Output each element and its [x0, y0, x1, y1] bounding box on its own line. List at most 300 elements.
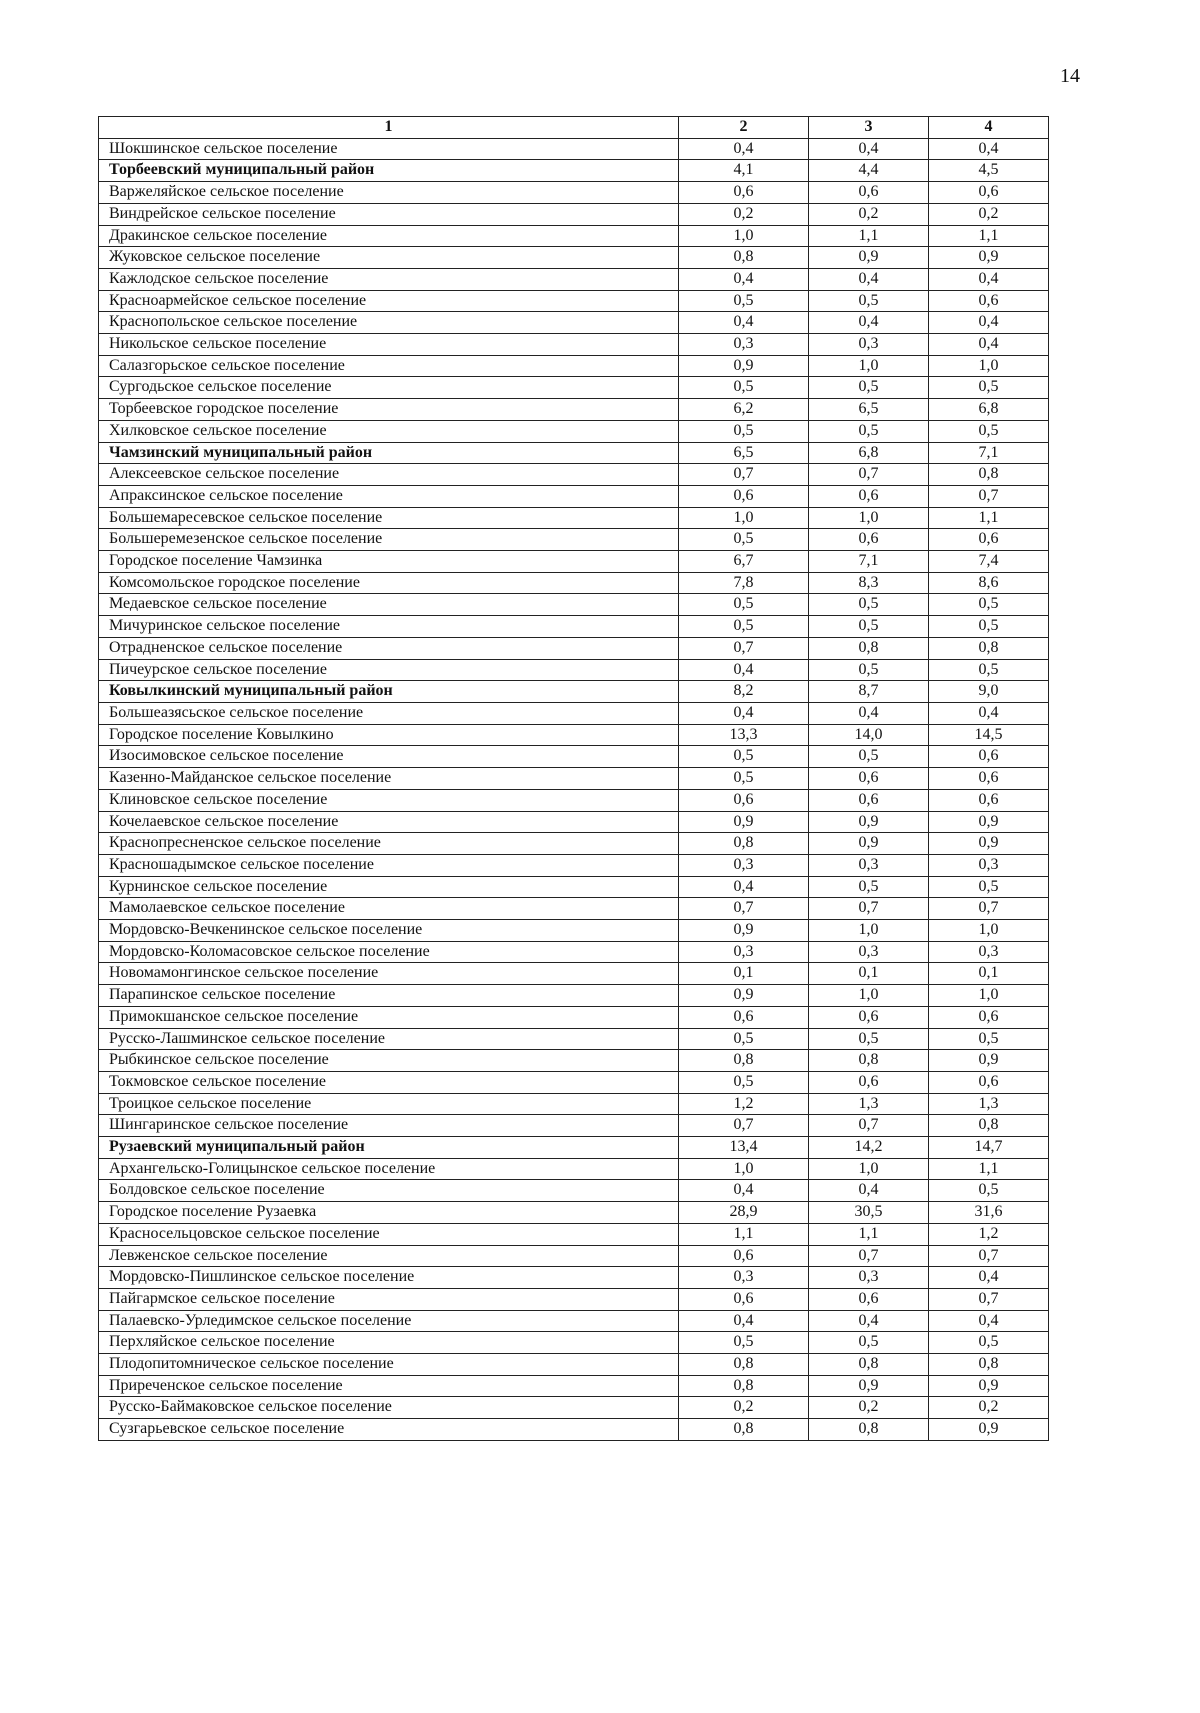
settlement-name-cell: Краснопресненское сельское поселение	[99, 833, 679, 855]
table-row	[99, 985, 1049, 1007]
value-col-3-cell: 0,4	[809, 702, 929, 724]
value-col-2-cell: 28,9	[679, 1202, 809, 1224]
settlement-name-cell: Рыбкинское сельское поселение	[99, 1050, 679, 1072]
table-row	[99, 1071, 1049, 1093]
settlement-name-cell: Красносельцовское сельское поселение	[99, 1223, 679, 1245]
value-col-2-cell: 0,4	[679, 268, 809, 290]
value-col-4-cell: 0,6	[929, 529, 1049, 551]
value-col-3-cell: 0,7	[809, 1245, 929, 1267]
value-col-4-cell: 0,6	[929, 182, 1049, 204]
value-col-3-cell: 0,6	[809, 789, 929, 811]
value-col-2-cell: 1,2	[679, 1093, 809, 1115]
value-col-3-cell: 0,6	[809, 182, 929, 204]
value-col-4-cell: 0,7	[929, 485, 1049, 507]
table-row	[99, 1115, 1049, 1137]
table-row	[99, 182, 1049, 204]
table-row	[99, 1245, 1049, 1267]
page-number: 14	[1060, 65, 1080, 87]
settlement-name-cell: Краснопольское сельское поселение	[99, 312, 679, 334]
settlement-name-cell: Ковылкинский муниципальный район	[99, 681, 679, 703]
settlement-name-cell: Сузгарьевское сельское поселение	[99, 1419, 679, 1441]
value-col-4-cell: 0,6	[929, 789, 1049, 811]
value-col-2-cell: 0,8	[679, 1419, 809, 1441]
value-col-4-cell: 0,3	[929, 854, 1049, 876]
value-col-3-cell: 0,4	[809, 312, 929, 334]
settlement-name-cell: Медаевское сельское поселение	[99, 594, 679, 616]
value-col-2-cell: 0,6	[679, 789, 809, 811]
table-row	[99, 1354, 1049, 1376]
value-col-4-cell: 0,5	[929, 594, 1049, 616]
value-col-4-cell: 0,9	[929, 811, 1049, 833]
value-col-3-cell: 6,5	[809, 399, 929, 421]
value-col-4-cell: 0,5	[929, 876, 1049, 898]
value-col-2-cell: 0,3	[679, 854, 809, 876]
value-col-4-cell: 0,4	[929, 702, 1049, 724]
value-col-4-cell: 0,7	[929, 1288, 1049, 1310]
settlement-name-cell: Болдовское сельское поселение	[99, 1180, 679, 1202]
value-col-3-cell: 1,0	[809, 1158, 929, 1180]
value-col-4-cell: 14,5	[929, 724, 1049, 746]
table-row	[99, 572, 1049, 594]
settlement-name-cell: Большеазясьское сельское поселение	[99, 702, 679, 724]
value-col-4-cell: 0,9	[929, 247, 1049, 269]
table-row	[99, 1397, 1049, 1419]
column-header-3: 3	[809, 117, 929, 139]
column-header-4: 4	[929, 117, 1049, 139]
district-row	[99, 442, 1049, 464]
value-col-4-cell: 0,6	[929, 768, 1049, 790]
settlement-name-cell: Мичуринское сельское поселение	[99, 616, 679, 638]
value-col-2-cell: 0,7	[679, 898, 809, 920]
value-col-2-cell: 7,8	[679, 572, 809, 594]
value-col-3-cell: 0,6	[809, 1006, 929, 1028]
settlement-name-cell: Палаевско-Урледимское сельское поселение	[99, 1310, 679, 1332]
value-col-2-cell: 0,7	[679, 1115, 809, 1137]
value-col-3-cell: 0,6	[809, 485, 929, 507]
value-col-3-cell: 4,4	[809, 160, 929, 182]
settlement-name-cell: Русско-Баймаковское сельское поселение	[99, 1397, 679, 1419]
value-col-4-cell: 0,9	[929, 1375, 1049, 1397]
district-row	[99, 160, 1049, 182]
table-row	[99, 768, 1049, 790]
data-table	[98, 116, 1049, 1441]
value-col-3-cell: 0,9	[809, 247, 929, 269]
settlement-name-cell: Рузаевский муниципальный район	[99, 1137, 679, 1159]
value-col-2-cell: 13,4	[679, 1137, 809, 1159]
table-row	[99, 529, 1049, 551]
value-col-3-cell: 0,6	[809, 1288, 929, 1310]
value-col-3-cell: 0,5	[809, 746, 929, 768]
value-col-2-cell: 0,2	[679, 1397, 809, 1419]
value-col-4-cell: 8,6	[929, 572, 1049, 594]
value-col-2-cell: 0,9	[679, 985, 809, 1007]
value-col-2-cell: 1,1	[679, 1223, 809, 1245]
value-col-3-cell: 7,1	[809, 551, 929, 573]
value-col-4-cell: 0,8	[929, 637, 1049, 659]
settlement-name-cell: Никольское сельское поселение	[99, 334, 679, 356]
value-col-2-cell: 0,6	[679, 182, 809, 204]
table-row	[99, 616, 1049, 638]
table-row	[99, 312, 1049, 334]
settlement-name-cell: Мордовско-Пишлинское сельское поселение	[99, 1267, 679, 1289]
value-col-3-cell: 0,5	[809, 1332, 929, 1354]
value-col-4-cell: 0,4	[929, 138, 1049, 160]
value-col-3-cell: 0,2	[809, 203, 929, 225]
settlement-name-cell: Апраксинское сельское поселение	[99, 485, 679, 507]
value-col-3-cell: 0,3	[809, 1267, 929, 1289]
value-col-3-cell: 1,3	[809, 1093, 929, 1115]
settlement-name-cell: Торбеевский муниципальный район	[99, 160, 679, 182]
value-col-3-cell: 0,6	[809, 1071, 929, 1093]
value-col-4-cell: 0,6	[929, 290, 1049, 312]
value-col-2-cell: 0,3	[679, 334, 809, 356]
value-col-3-cell: 0,3	[809, 334, 929, 356]
value-col-4-cell: 1,0	[929, 920, 1049, 942]
value-col-3-cell: 0,9	[809, 833, 929, 855]
table-row	[99, 920, 1049, 942]
value-col-3-cell: 1,1	[809, 1223, 929, 1245]
value-col-2-cell: 8,2	[679, 681, 809, 703]
value-col-4-cell: 0,5	[929, 420, 1049, 442]
table-row	[99, 138, 1049, 160]
value-col-2-cell: 0,4	[679, 659, 809, 681]
column-header-1: 1	[99, 117, 679, 139]
value-col-2-cell: 4,1	[679, 160, 809, 182]
value-col-4-cell: 0,3	[929, 941, 1049, 963]
settlement-name-cell: Дракинское сельское поселение	[99, 225, 679, 247]
table-row	[99, 420, 1049, 442]
value-col-2-cell: 1,0	[679, 225, 809, 247]
value-col-4-cell: 0,2	[929, 1397, 1049, 1419]
settlement-name-cell: Шокшинское сельское поселение	[99, 138, 679, 160]
value-col-4-cell: 7,4	[929, 551, 1049, 573]
value-col-2-cell: 0,8	[679, 1354, 809, 1376]
settlement-name-cell: Городское поселение Чамзинка	[99, 551, 679, 573]
table-row	[99, 833, 1049, 855]
value-col-4-cell: 0,7	[929, 898, 1049, 920]
value-col-2-cell: 0,5	[679, 420, 809, 442]
value-col-3-cell: 0,7	[809, 898, 929, 920]
settlement-name-cell: Виндрейское сельское поселение	[99, 203, 679, 225]
table-row	[99, 203, 1049, 225]
table-row	[99, 247, 1049, 269]
table-row	[99, 551, 1049, 573]
value-col-4-cell: 4,5	[929, 160, 1049, 182]
table-row	[99, 898, 1049, 920]
value-col-3-cell: 0,7	[809, 1115, 929, 1137]
table-row	[99, 377, 1049, 399]
settlement-name-cell: Курнинское сельское поселение	[99, 876, 679, 898]
value-col-4-cell: 1,1	[929, 507, 1049, 529]
value-col-4-cell: 0,8	[929, 1115, 1049, 1137]
settlement-name-cell: Пайгармское сельское поселение	[99, 1288, 679, 1310]
value-col-4-cell: 0,9	[929, 1419, 1049, 1441]
settlement-name-cell: Шингаринское сельское поселение	[99, 1115, 679, 1137]
value-col-3-cell: 0,6	[809, 768, 929, 790]
value-col-4-cell: 0,5	[929, 1332, 1049, 1354]
settlement-name-cell: Мордовско-Вечкенинское сельское поселение	[99, 920, 679, 942]
value-col-4-cell: 0,4	[929, 1310, 1049, 1332]
value-col-4-cell: 0,9	[929, 833, 1049, 855]
value-col-3-cell: 0,8	[809, 637, 929, 659]
value-col-3-cell: 0,9	[809, 811, 929, 833]
value-col-3-cell: 1,0	[809, 507, 929, 529]
value-col-4-cell: 0,8	[929, 464, 1049, 486]
table-row	[99, 594, 1049, 616]
table-row	[99, 399, 1049, 421]
value-col-2-cell: 0,4	[679, 1180, 809, 1202]
value-col-3-cell: 0,4	[809, 138, 929, 160]
value-col-2-cell: 0,5	[679, 1332, 809, 1354]
value-col-3-cell: 1,0	[809, 920, 929, 942]
value-col-2-cell: 0,6	[679, 485, 809, 507]
settlement-name-cell: Салазгорьское сельское поселение	[99, 355, 679, 377]
value-col-3-cell: 1,0	[809, 355, 929, 377]
value-col-2-cell: 0,4	[679, 138, 809, 160]
value-col-3-cell: 0,4	[809, 268, 929, 290]
value-col-2-cell: 0,5	[679, 768, 809, 790]
value-col-3-cell: 0,4	[809, 1310, 929, 1332]
table-row	[99, 507, 1049, 529]
value-col-4-cell: 0,6	[929, 1006, 1049, 1028]
settlement-name-cell: Кочелаевское сельское поселение	[99, 811, 679, 833]
value-col-4-cell: 9,0	[929, 681, 1049, 703]
value-col-4-cell: 0,5	[929, 377, 1049, 399]
table-row	[99, 334, 1049, 356]
value-col-2-cell: 1,0	[679, 1158, 809, 1180]
value-col-4-cell: 1,2	[929, 1223, 1049, 1245]
settlement-name-cell: Мордовско-Коломасовское сельское поселение	[99, 941, 679, 963]
table-row	[99, 1202, 1049, 1224]
value-col-4-cell: 1,1	[929, 225, 1049, 247]
value-col-4-cell: 0,5	[929, 1028, 1049, 1050]
table-row	[99, 637, 1049, 659]
table-row	[99, 1332, 1049, 1354]
settlement-name-cell: Мамолаевское сельское поселение	[99, 898, 679, 920]
value-col-2-cell: 6,2	[679, 399, 809, 421]
value-col-2-cell: 0,5	[679, 290, 809, 312]
settlement-name-cell: Архангельско-Голицынское сельское поселение	[99, 1158, 679, 1180]
value-col-3-cell: 0,6	[809, 529, 929, 551]
value-col-2-cell: 0,4	[679, 876, 809, 898]
value-col-4-cell: 1,3	[929, 1093, 1049, 1115]
table-row	[99, 355, 1049, 377]
district-row	[99, 1137, 1049, 1159]
value-col-2-cell: 0,5	[679, 1028, 809, 1050]
value-col-3-cell: 14,2	[809, 1137, 929, 1159]
value-col-2-cell: 0,7	[679, 637, 809, 659]
settlement-name-cell: Торбеевское городское поселение	[99, 399, 679, 421]
table-row	[99, 1028, 1049, 1050]
table-row	[99, 485, 1049, 507]
table-row	[99, 1223, 1049, 1245]
value-col-4-cell: 0,6	[929, 1071, 1049, 1093]
table-row	[99, 1158, 1049, 1180]
value-col-3-cell: 0,5	[809, 594, 929, 616]
value-col-2-cell: 6,5	[679, 442, 809, 464]
settlement-name-cell: Клиновское сельское поселение	[99, 789, 679, 811]
value-col-4-cell: 0,4	[929, 312, 1049, 334]
settlement-name-cell: Парапинское сельское поселение	[99, 985, 679, 1007]
table-row	[99, 659, 1049, 681]
settlement-name-cell: Изосимовское сельское поселение	[99, 746, 679, 768]
settlement-name-cell: Городское поселение Рузаевка	[99, 1202, 679, 1224]
value-col-2-cell: 0,8	[679, 1050, 809, 1072]
table-row	[99, 1419, 1049, 1441]
value-col-3-cell: 0,5	[809, 616, 929, 638]
settlement-name-cell: Левженское сельское поселение	[99, 1245, 679, 1267]
settlement-name-cell: Варжеляйское сельское поселение	[99, 182, 679, 204]
settlement-name-cell: Казенно-Майданское сельское поселение	[99, 768, 679, 790]
value-col-3-cell: 0,3	[809, 941, 929, 963]
value-col-4-cell: 0,1	[929, 963, 1049, 985]
value-col-3-cell: 6,8	[809, 442, 929, 464]
settlement-name-cell: Городское поселение Ковылкино	[99, 724, 679, 746]
value-col-3-cell: 0,5	[809, 876, 929, 898]
value-col-4-cell: 0,5	[929, 659, 1049, 681]
settlement-name-cell: Чамзинский муниципальный район	[99, 442, 679, 464]
value-col-2-cell: 6,7	[679, 551, 809, 573]
district-row	[99, 681, 1049, 703]
value-col-3-cell: 0,5	[809, 659, 929, 681]
value-col-2-cell: 0,9	[679, 920, 809, 942]
settlement-name-cell: Большеремезенское сельское поселение	[99, 529, 679, 551]
value-col-3-cell: 8,7	[809, 681, 929, 703]
value-col-4-cell: 31,6	[929, 1202, 1049, 1224]
value-col-2-cell: 0,3	[679, 1267, 809, 1289]
table-row	[99, 1180, 1049, 1202]
value-col-4-cell: 1,0	[929, 355, 1049, 377]
settlement-name-cell: Токмовское сельское поселение	[99, 1071, 679, 1093]
settlement-name-cell: Алексеевское сельское поселение	[99, 464, 679, 486]
settlement-name-cell: Плодопитомническое сельское поселение	[99, 1354, 679, 1376]
table-row	[99, 811, 1049, 833]
settlement-name-cell: Красноармейское сельское поселение	[99, 290, 679, 312]
value-col-4-cell: 1,1	[929, 1158, 1049, 1180]
value-col-3-cell: 0,3	[809, 854, 929, 876]
value-col-3-cell: 1,0	[809, 985, 929, 1007]
value-col-4-cell: 0,6	[929, 746, 1049, 768]
table-row	[99, 464, 1049, 486]
table-row	[99, 746, 1049, 768]
value-col-2-cell: 0,1	[679, 963, 809, 985]
value-col-2-cell: 0,6	[679, 1006, 809, 1028]
settlement-name-cell: Приреченское сельское поселение	[99, 1375, 679, 1397]
value-col-3-cell: 0,7	[809, 464, 929, 486]
settlement-name-cell: Новомамонгинское сельское поселение	[99, 963, 679, 985]
value-col-2-cell: 0,5	[679, 1071, 809, 1093]
value-col-4-cell: 0,4	[929, 268, 1049, 290]
value-col-4-cell: 14,7	[929, 1137, 1049, 1159]
settlement-name-cell: Отрадненское сельское поселение	[99, 637, 679, 659]
value-col-2-cell: 0,7	[679, 464, 809, 486]
settlement-name-cell: Перхляйское сельское поселение	[99, 1332, 679, 1354]
table-row	[99, 1310, 1049, 1332]
table-row	[99, 225, 1049, 247]
settlement-name-cell: Русско-Лашминское сельское поселение	[99, 1028, 679, 1050]
value-col-2-cell: 0,4	[679, 1310, 809, 1332]
value-col-3-cell: 0,5	[809, 1028, 929, 1050]
value-col-2-cell: 0,9	[679, 355, 809, 377]
value-col-3-cell: 0,5	[809, 420, 929, 442]
value-col-2-cell: 0,6	[679, 1288, 809, 1310]
value-col-4-cell: 0,7	[929, 1245, 1049, 1267]
value-col-2-cell: 0,8	[679, 1375, 809, 1397]
value-col-2-cell: 0,5	[679, 529, 809, 551]
value-col-2-cell: 0,5	[679, 377, 809, 399]
table-row	[99, 1375, 1049, 1397]
table-header-row	[99, 117, 1049, 139]
table-row	[99, 941, 1049, 963]
table-row	[99, 876, 1049, 898]
value-col-4-cell: 0,2	[929, 203, 1049, 225]
table-row	[99, 1288, 1049, 1310]
table-row	[99, 963, 1049, 985]
value-col-3-cell: 14,0	[809, 724, 929, 746]
settlement-name-cell: Красношадымское сельское поселение	[99, 854, 679, 876]
value-col-4-cell: 0,4	[929, 1267, 1049, 1289]
value-col-2-cell: 0,3	[679, 941, 809, 963]
settlement-name-cell: Жуковское сельское поселение	[99, 247, 679, 269]
value-col-2-cell: 0,4	[679, 312, 809, 334]
settlement-name-cell: Комсомольское городское поселение	[99, 572, 679, 594]
table-row	[99, 290, 1049, 312]
value-col-4-cell: 0,8	[929, 1354, 1049, 1376]
value-col-3-cell: 1,1	[809, 225, 929, 247]
settlement-name-cell: Троицкое сельское поселение	[99, 1093, 679, 1115]
value-col-2-cell: 13,3	[679, 724, 809, 746]
settlement-name-cell: Кажлодское сельское поселение	[99, 268, 679, 290]
value-col-2-cell: 0,8	[679, 833, 809, 855]
settlement-name-cell: Большемаресевское сельское поселение	[99, 507, 679, 529]
value-col-2-cell: 0,8	[679, 247, 809, 269]
value-col-3-cell: 8,3	[809, 572, 929, 594]
value-col-3-cell: 0,2	[809, 1397, 929, 1419]
value-col-3-cell: 30,5	[809, 1202, 929, 1224]
value-col-4-cell: 1,0	[929, 985, 1049, 1007]
value-col-2-cell: 0,5	[679, 594, 809, 616]
value-col-3-cell: 0,8	[809, 1050, 929, 1072]
value-col-4-cell: 0,9	[929, 1050, 1049, 1072]
value-col-4-cell: 0,4	[929, 334, 1049, 356]
value-col-3-cell: 0,4	[809, 1180, 929, 1202]
value-col-2-cell: 1,0	[679, 507, 809, 529]
table-row	[99, 1050, 1049, 1072]
value-col-2-cell: 0,4	[679, 702, 809, 724]
value-col-2-cell: 0,2	[679, 203, 809, 225]
value-col-2-cell: 0,6	[679, 1245, 809, 1267]
settlement-name-cell: Сургодьское сельское поселение	[99, 377, 679, 399]
table-row	[99, 1093, 1049, 1115]
value-col-3-cell: 0,5	[809, 377, 929, 399]
value-col-3-cell: 0,8	[809, 1354, 929, 1376]
value-col-4-cell: 6,8	[929, 399, 1049, 421]
value-col-2-cell: 0,9	[679, 811, 809, 833]
value-col-3-cell: 0,9	[809, 1375, 929, 1397]
settlement-name-cell: Пичеурское сельское поселение	[99, 659, 679, 681]
table-row	[99, 789, 1049, 811]
table-row	[99, 854, 1049, 876]
value-col-3-cell: 0,8	[809, 1419, 929, 1441]
table-row	[99, 1006, 1049, 1028]
value-col-4-cell: 0,5	[929, 1180, 1049, 1202]
table-row	[99, 268, 1049, 290]
column-header-2: 2	[679, 117, 809, 139]
settlement-name-cell: Примокшанское сельское поселение	[99, 1006, 679, 1028]
settlement-name-cell: Хилковское сельское поселение	[99, 420, 679, 442]
value-col-4-cell: 0,5	[929, 616, 1049, 638]
value-col-3-cell: 0,1	[809, 963, 929, 985]
